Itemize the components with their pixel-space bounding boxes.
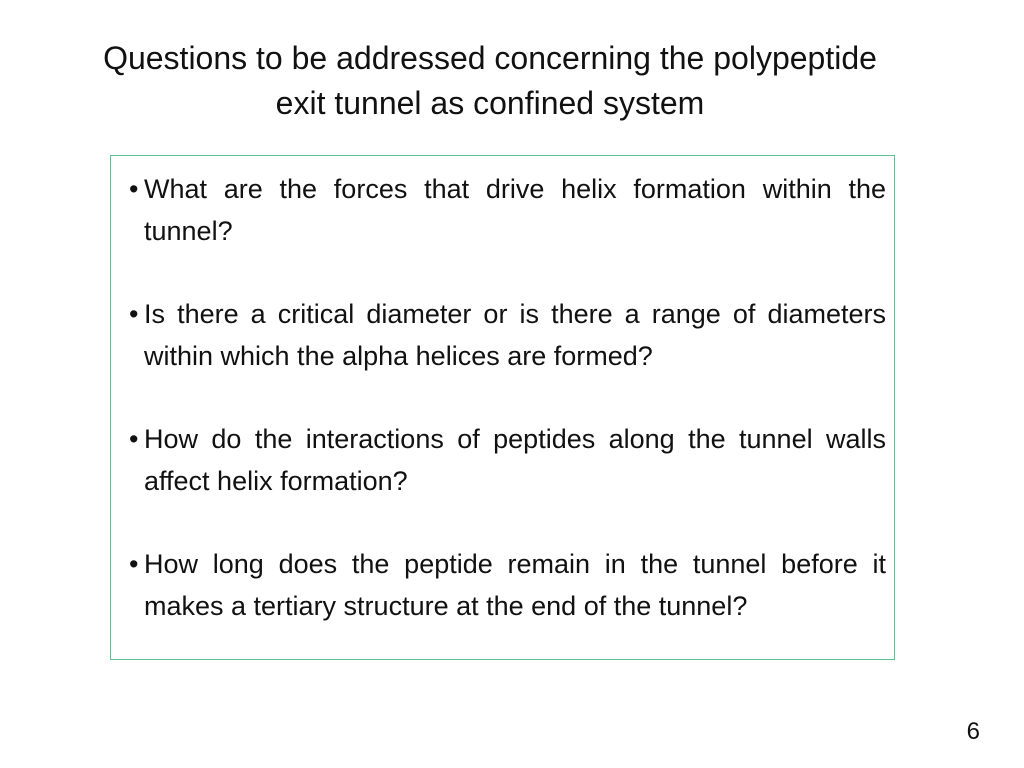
page-number: 6 [966,718,980,745]
slide-title: Questions to be addressed concerning the polypeptide exit tunnel as confined system [103,40,877,121]
questions-list [129,168,886,627]
bullet-icon: • [129,174,139,204]
question-item [129,168,886,252]
question-item [129,418,886,502]
question-item [129,543,886,627]
bullet-icon: • [129,299,139,329]
bullet-icon: • [129,424,139,454]
question-text: How do the interactions of peptides along the tunnel walls affect helix formation? [144,424,886,496]
question-text: How long does the peptide remain in the tunnel before it makes a tertiary structure at the end of the tunnel? [144,549,886,621]
question-text: What are the forces that drive helix formation within the tunnel? [144,174,886,246]
question-text: Is there a critical diameter or is there a range of diameters within which the alpha helices are formed? [144,299,886,371]
bullet-icon: • [129,549,139,579]
question-item [129,293,886,377]
questions-box [110,155,895,660]
